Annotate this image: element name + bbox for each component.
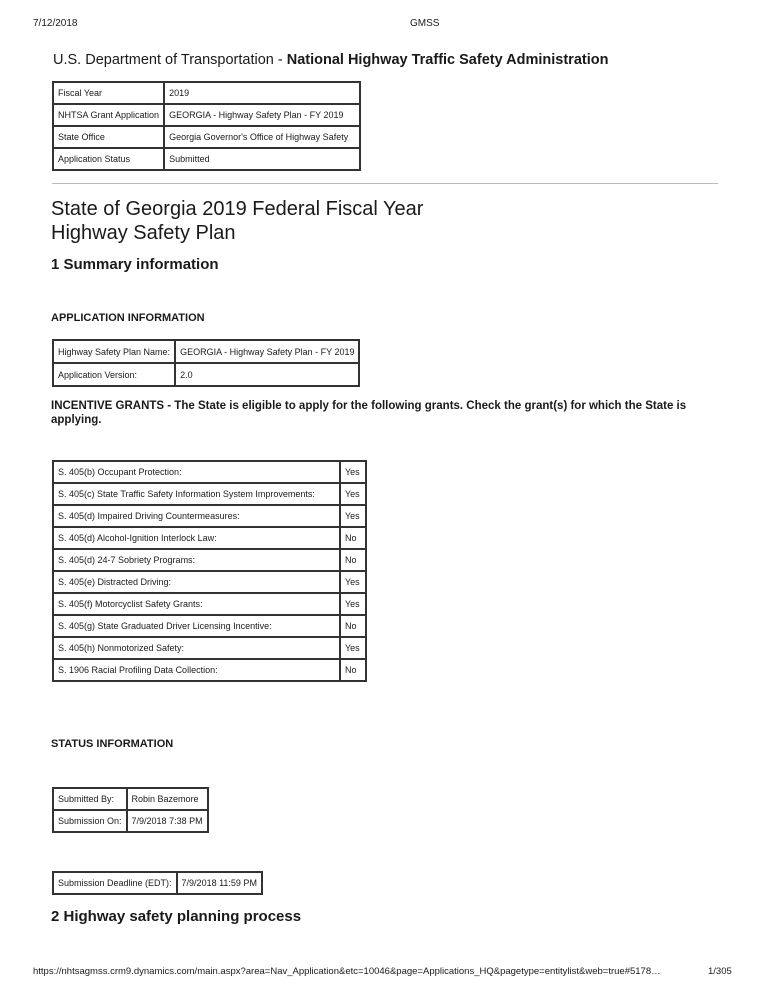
grant-value: Yes bbox=[340, 593, 366, 615]
status-info-table bbox=[52, 787, 209, 833]
grant-label: S. 405(e) Distracted Driving: bbox=[53, 571, 340, 593]
grant-value: Yes bbox=[340, 505, 366, 527]
grant-value: Yes bbox=[340, 483, 366, 505]
grant-label: S. 405(d) Alcohol-Ignition Interlock Law: bbox=[53, 527, 340, 549]
info-table bbox=[52, 81, 361, 171]
app-label: Highway Safety Plan Name: bbox=[53, 340, 175, 363]
table-row bbox=[53, 593, 366, 615]
info-label: NHTSA Grant Application bbox=[53, 104, 164, 126]
grant-label: S. 405(d) Impaired Driving Countermeasures: bbox=[53, 505, 340, 527]
table-row bbox=[53, 82, 360, 104]
table-row bbox=[53, 505, 366, 527]
grant-value: No bbox=[340, 659, 366, 681]
table-row bbox=[53, 363, 359, 386]
grant-value: Yes bbox=[340, 461, 366, 483]
table-row bbox=[53, 810, 208, 832]
plan-title-line1: State of Georgia 2019 Federal Fiscal Year bbox=[51, 198, 424, 220]
table-row bbox=[53, 126, 360, 148]
grant-label: S. 405(c) State Traffic Safety Information System Improvements: bbox=[53, 483, 340, 505]
department-prefix: U.S. Department of Transportation - bbox=[53, 52, 287, 68]
deadline-label: Submission Deadline (EDT): bbox=[53, 872, 177, 894]
grant-value: No bbox=[340, 527, 366, 549]
info-value: Georgia Governor's Office of Highway Safety bbox=[164, 126, 360, 148]
status-label: Submitted By: bbox=[53, 788, 127, 810]
status-info-heading: STATUS INFORMATION bbox=[51, 738, 174, 750]
status-value: 7/9/2018 7:38 PM bbox=[127, 810, 208, 832]
app-value: 2.0 bbox=[175, 363, 359, 386]
grant-label: S. 405(f) Motorcyclist Safety Grants: bbox=[53, 593, 340, 615]
grant-label: S. 405(b) Occupant Protection: bbox=[53, 461, 340, 483]
table-row bbox=[53, 571, 366, 593]
planning-heading: 2 Highway safety planning process bbox=[51, 908, 302, 925]
grant-label: S. 405(g) State Graduated Driver Licensing Incentive: bbox=[53, 615, 340, 637]
plan-title bbox=[51, 197, 423, 245]
info-value: GEORGIA - Highway Safety Plan - FY 2019 bbox=[164, 104, 360, 126]
agency-name: National Highway Traffic Safety Administration bbox=[286, 52, 609, 68]
application-info-heading: APPLICATION INFORMATION bbox=[51, 312, 205, 324]
info-value: Submitted bbox=[164, 148, 360, 170]
plan-title-line2: Highway Safety Plan bbox=[51, 222, 236, 244]
app-label: Application Version: bbox=[53, 363, 175, 386]
grant-value: No bbox=[340, 549, 366, 571]
grant-value: No bbox=[340, 615, 366, 637]
table-row bbox=[53, 615, 366, 637]
table-row bbox=[53, 527, 366, 549]
deadline-table bbox=[52, 871, 263, 895]
deadline-value: 7/9/2018 11:59 PM bbox=[177, 872, 262, 894]
table-row bbox=[53, 340, 359, 363]
grant-value: Yes bbox=[340, 571, 366, 593]
app-value: GEORGIA - Highway Safety Plan - FY 2019 bbox=[175, 340, 359, 363]
table-row bbox=[53, 483, 366, 505]
table-row bbox=[53, 549, 366, 571]
table-row bbox=[53, 788, 208, 810]
info-label: Fiscal Year bbox=[53, 82, 164, 104]
table-row bbox=[53, 148, 360, 170]
incentive-grants-intro: INCENTIVE GRANTS - The State is eligible to apply for the following grants. Check the grant(s) for which the State is applying. bbox=[51, 400, 687, 426]
table-row bbox=[53, 461, 366, 483]
grant-label: S. 405(h) Nonmotorized Safety: bbox=[53, 637, 340, 659]
table-row bbox=[53, 659, 366, 681]
table-row bbox=[53, 104, 360, 126]
status-label: Submission On: bbox=[53, 810, 127, 832]
table-row bbox=[53, 637, 366, 659]
table-row bbox=[53, 872, 262, 894]
grant-value: Yes bbox=[340, 637, 366, 659]
info-value: 2019 bbox=[164, 82, 360, 104]
divider bbox=[52, 183, 718, 184]
grant-label: S. 405(d) 24-7 Sobriety Programs: bbox=[53, 549, 340, 571]
status-value: Robin Bazemore bbox=[127, 788, 208, 810]
info-label: State Office bbox=[53, 126, 164, 148]
page-number: 1/305 bbox=[708, 966, 732, 977]
grant-label: S. 1906 Racial Profiling Data Collection: bbox=[53, 659, 340, 681]
department-heading bbox=[53, 52, 608, 68]
info-label: Application Status bbox=[53, 148, 164, 170]
summary-heading: 1 Summary information bbox=[51, 256, 219, 273]
print-url: https://nhtsagmss.crm9.dynamics.com/main.aspx?area=Nav_Application&etc=10046&page=Applications_HQ&pagetype=entitylist&web=true#5178… bbox=[33, 966, 661, 977]
incentive-grants-table bbox=[52, 460, 367, 682]
application-info-table bbox=[52, 339, 360, 387]
print-date: 7/12/2018 bbox=[33, 18, 78, 29]
print-title: GMSS bbox=[410, 18, 440, 29]
